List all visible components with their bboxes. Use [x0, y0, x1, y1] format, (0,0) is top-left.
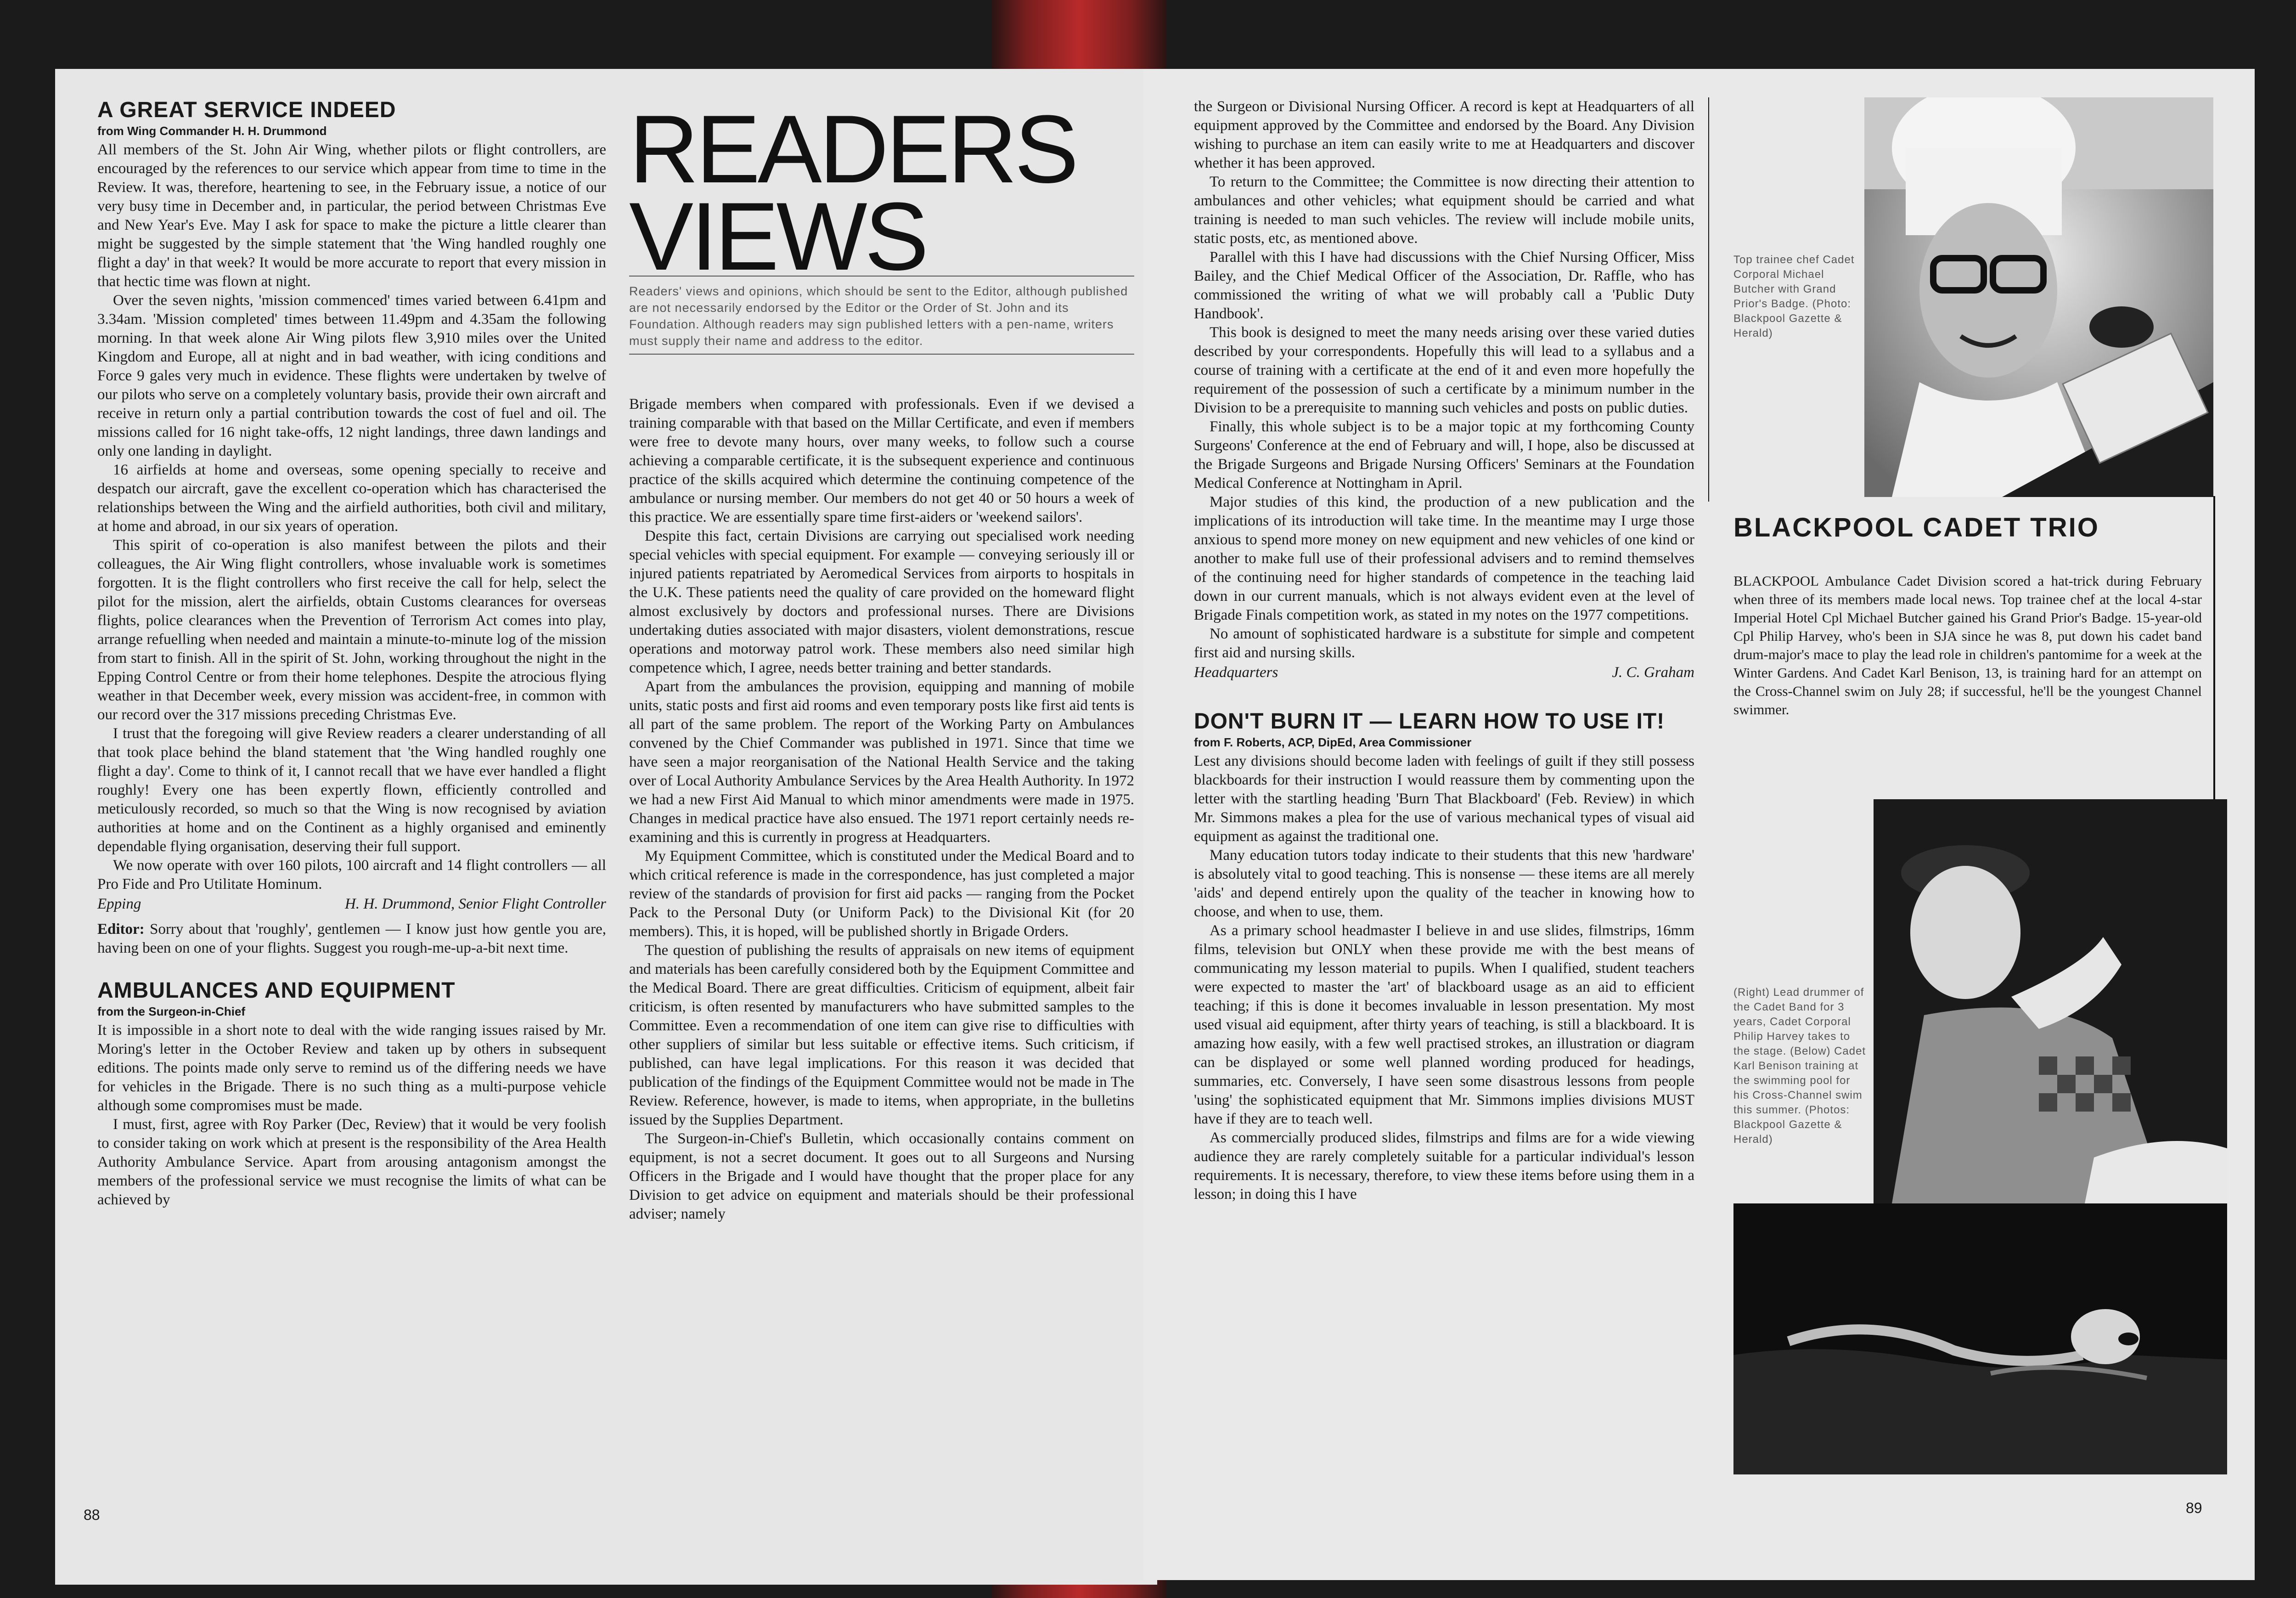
left-page: [55, 69, 1157, 1585]
masthead-title-line1: READERS: [629, 95, 1076, 203]
masthead-title-line2: VIEWS: [629, 182, 926, 290]
paragraph: All members of the St. John Air Wing, whether pilots or flight controllers, are encouraged by the references to our service which appear from time to time in the Review. It was, therefore, heartening to see, in the February issue, a notice of our very busy time in December and, in particular, the period between Christmas Eve and New Year's Eve. May I ask for space to make the picture a little clearer than might be suggested by the simple statement that 'the Wing handled roughly one flight a day' in that week? It would be more accurate to report that every mission in that hectic time was flown at night.: [97, 141, 606, 290]
paragraph: Parallel with this I have had discussions with the Chief Nursing Officer, Miss Bailey, and the Chief Medical Officer of the Association, Dr. Raffle, who has commissioned the writing of what we will probably call a 'Public Duty Handbook'.: [1194, 249, 1694, 322]
caption-drummer-swimmer: (Right) Lead drummer of the Cadet Band for 3 years, Cadet Corporal Philip Harvey takes to the stage. (Below) Cadet Karl Benison training at the swimming pool for his Cross-Channel swim this summer. (Photos: Blackpool Gazette & Herald): [1733, 986, 1866, 1146]
paragraph: We now operate with over 160 pilots, 100 aircraft and 14 flight controllers — all Pro Fide and Pro Utilitate Hominum.: [97, 857, 606, 892]
heading-ambulances: AMBULANCES AND EQUIPMENT: [97, 978, 456, 1003]
heading-great-service: A GREAT SERVICE INDEED: [97, 98, 396, 122]
chef-photo-graphic: [1864, 97, 2213, 497]
left-column: [97, 97, 606, 1209]
right-column: [1194, 97, 1694, 1204]
paragraph: the Surgeon or Divisional Nursing Officer. A record is kept at Headquarters of all equipment approved by the Committee and endorsed by the Board. Any Division wishing to purchase an item can easily write to me at Headquarters and discover whether it has been approved.: [1194, 98, 1694, 171]
page-number-right: 89: [2186, 1500, 2202, 1516]
paragraph: The Surgeon-in-Chief's Bulletin, which occasionally contains comment on equipment, is not a secret document. It goes out to all Surgeons and Nursing Officers in the Brigade and I would have thought that the proper place for any Division to get advice on equipment and materials should be their professional adviser; namely: [629, 1130, 1134, 1222]
masthead-title: [629, 95, 1076, 290]
sidebar-body: [1733, 572, 2202, 719]
paragraph: 16 airfields at home and overseas, some opening specially to receive and despatch our aircraft, gave the excellent co-operation which has characterised the relationships between the Wing and the airfield authorities, both civil and military, at home and abroad, in our six years of operation.: [97, 462, 606, 535]
sidebar-paragraph: BLACKPOOL Ambulance Cadet Division scored a hat-trick during February when three of its members made local news. Top trainee chef at the local 4-star Imperial Hotel Cpl Michael Butcher gained his Grand Prior's Badge. 15-year-old Cpl Philip Harvey, who's been in SJA since he was 8, put down his cadet band drum-major's mace to play the lead role in children's pantomime for a week at the Winter Gardens. And Cadet Karl Benison, 13, is training hard for an attempt on the Cross-Channel swim on July 28; if successful, he'll be the youngest Channel swimmer.: [1733, 573, 2202, 717]
paragraph: I must, first, agree with Roy Parker (Dec, Review) that it would be very foolish to consider taking on work which at present is the responsibility of the Area Health Authority Ambulance Service. Apart from arousing antagonism amongst the members of the professional service we must recognise the limits of what can be achieved by: [97, 1116, 606, 1208]
paragraph: Over the seven nights, 'mission commenced' times varied between 6.41pm and 3.34am. 'Mission completed' times between 11.49pm and 4.35am the following morning. In that week alone Air Wing pilots flew 3,910 miles over the United Kingdom and Europe, all at night and in bad weather, with icing conditions and Force 9 gales very much in evidence. These flights were undertaken by twelve of our pilots who serve on a completely voluntary basis, provide their own aircraft and receive in return only a partial contribution towards the cost of fuel and oil. The missions called for 16 night take-offs, 12 night landings, three dawn landings and only one landing in daylight.: [97, 292, 606, 459]
editor-note: [97, 920, 606, 958]
paragraph: Major studies of this kind, the production of a new publication and the implications of its introduction will take time. In the meantime may I urge those anxious to spend more money on new equipment and new vehicles of one kind or another to make full use of their professional advisers and to remind themselves of the continuing need for higher standards of competence in the teaching laid down in our current manuals, which is not always evident even at the level of Brigade Finals competition work, as stated in my notes on the 1977 competitions.: [1194, 494, 1694, 623]
paragraph: As commercially produced slides, filmstrips and films are for a wide viewing audience they are rarely completely suitable for a particular individual's lesson requirements. It is necessary, therefore, to view these items before using them in a lesson; in doing this I have: [1194, 1129, 1694, 1203]
paragraph: Despite this fact, certain Divisions are carrying out specialised work needing special vehicles with special equipment. For example — conveying seriously ill or injured patients repatriated by Aeromedical Services from airports to hospitals in the U.K. These patients need the quality of care provided on the homeward flight almost exclusively by doctors and professional nurses. There are Divisions undertaking duties associated with major disasters, violent demonstrations, rescue operations and motorway patrol work. These members also need similar high competence which, I agree, needs better training and better standards.: [629, 528, 1134, 676]
signature-graham: [1194, 663, 1694, 682]
paragraph: To return to the Committee; the Committee is now directing their attention to ambulances and other vehicles; what equipment should be carried and what training is needed to man such vehicles. The review will include mobile units, static posts, etc, as mentioned above.: [1194, 174, 1694, 247]
paragraph: This book is designed to meet the many needs arising over these varied duties described by your correspondents. Hopefully this will lead to a syllabus and a course of training with a certificate at the end of it and even more hopefully the requirement of the possession of such a certificate by a minimum number in the Division to be a prerequisite to manning such vehicles and posts on public duties.: [1194, 324, 1694, 416]
paragraph: Many education tutors today indicate to their students that this new 'hardware' is absolutely vital to good teaching. This is nonsense — these items are all merely 'aids' and depend entirely upon the quality of the teacher in knowing how to choose, and when to use, them.: [1194, 847, 1694, 920]
signature-place: Epping: [97, 896, 141, 912]
caption-chef: Top trainee chef Cadet Corporal Michael Butcher with Grand Prior's Badge. (Photo: Blackpool Gazette & Herald): [1733, 254, 1855, 339]
signature-drummond: [97, 895, 606, 914]
paragraph: Brigade members when compared with professionals. Even if we devised a training comparable with that based on the Millar Certificate, and even if members were free to devote many hours, over many weeks, to follow such a course achieving a comparable certificate, it is the subsequent experience and continuous practice of the skills acquired which determine the continuing competence of the ambulance or nursing member. Our members do not get 40 or 50 hours a week of this practice. We are essentially spare time first-aiders or 'weekend sailors'.: [629, 396, 1134, 525]
paragraph: The question of publishing the results of appraisals on new items of equipment and materials has been carefully considered both by the Equipment Committee and the Medical Board. There are great difficulties. Criticism of equipment, albeit fair criticism, is often resented by manufacturers who have submitted samples to the Committee. Even a recommendation of one item can give rise to difficulties with other suppliers of similar but less suitable or effective items. Such criticism, if published, can have legal implications. For this reason it was decided that publication of the findings of the Equipment Committee would not be made in The Review. Reference, however, is made to items, when appropriate, in the bulletins issued by the Supplies Department.: [629, 942, 1134, 1128]
drummer-photo: [1874, 799, 2227, 1203]
signature-name: H. H. Drummond, Senior Flight Controller: [345, 896, 606, 912]
paragraph: As a primary school headmaster I believe in and use slides, filmstrips, 16mm films, television but ONLY when these provide me with the best means of communicating my lesson material to pupils. When I qualified, student teachers were expected to master the 'art' of blackboard usage as an aid to efficient teaching; if this is done it becomes invaluable in lesson presentation. My most used visual aid equipment, after thirty years of teaching, is still a blackboard. It is amazing how easily, with a few well practised strokes, an illustration or diagram can be displayed or some well planned wording produced for headings, summaries, etc. Conversely, I have seen some disastrous lessons from people 'using' the sophisticated equipment that Mr. Simmons implies divisions MUST have if they are to teach well.: [1194, 922, 1694, 1127]
paragraph: This spirit of co-operation is also manifest between the pilots and their colleagues, the Air Wing flight controllers, whose invaluable work is sometimes forgotten. It is the flight controllers who first receive the call for help, select the pilot for the mission, alert the airfields, obtain Customs clearances for overseas flights, police clearances when the Prevention of Terrorism Act comes into play, arrange refuelling when needed and maintain a minute-to-minute log of the mission from start to finish. All in the spirit of St. John, working throughout the night in the Epping Control Centre or from their home telephones. Despite the atrocious flying weather in that December week, every mission was accident-free, in common with our record over the 317 missions preceding Christmas Eve.: [97, 537, 606, 723]
chef-photo: [1864, 97, 2213, 497]
paragraph: No amount of sophisticated hardware is a substitute for simple and competent first aid and nursing skills.: [1194, 626, 1694, 661]
signature-place: Headquarters: [1194, 664, 1278, 681]
signature-name: J. C. Graham: [1612, 664, 1694, 681]
paragraph: My Equipment Committee, which is constituted under the Medical Board and to which critical reference is made in the correspondence, has just completed a major review of the standards of provision for first aid packs — ranging from the Pocket Pack to the Personal Duty (or Uniform Pack) to the Divisional Kit (for 20 members). This, it is hoped, will be published shortly in Brigade Orders.: [629, 848, 1134, 940]
editor-label: Editor:: [97, 921, 145, 937]
byline-dont-burn: from F. Roberts, ACP, DipEd, Area Commissioner: [1194, 735, 1472, 749]
page-number-left: 88: [84, 1507, 100, 1523]
sidebar-title: BLACKPOOL CADET TRIO: [1733, 513, 2099, 542]
paragraph: It is impossible in a short note to deal with the wide ranging issues raised by Mr. Moring's letter in the October Review and taken up by others in subsequent editions. The points made only serve to remind us of the differing needs we have for vehicles in the Brigade. There is no such thing as a multi-purpose vehicle although some compromises must be made.: [97, 1022, 606, 1114]
sidebar-rule: [1708, 97, 1709, 502]
paragraph: Lest any divisions should become laden with feelings of guilt if they still possess blackboards for their instruction I would reassure them by commenting upon the letter with the startling heading 'Burn That Blackboard' (Feb. Review) in which Mr. Simmons makes a plea for the use of various mechanical types of visual aid equipment as against the traditional one.: [1194, 753, 1694, 845]
byline-ambulances: from the Surgeon-in-Chief: [97, 1005, 246, 1018]
heading-dont-burn: DON'T BURN IT — LEARN HOW TO USE IT!: [1194, 709, 1665, 734]
middle-column: [629, 395, 1134, 1224]
swimmer-photo-graphic: [1733, 1203, 2227, 1474]
paragraph: I trust that the foregoing will give Review readers a clearer understanding of all that took place behind the bland statement that 'the Wing handled roughly one flight a day'. Come to think of it, I cannot recall that we have ever handled a flight roughly! Every one has been expertly flown, efficiently controlled and meticulously recorded, so much so that the Wing is now recognised by aviation authorities at home and on the Continent as a highly organised and eminently dependable flying organisation, deserving their full support.: [97, 725, 606, 855]
drummer-photo-graphic: [1874, 799, 2227, 1203]
byline-great-service: from Wing Commander H. H. Drummond: [97, 124, 327, 138]
paragraph: Finally, this whole subject is to be a major topic at my forthcoming County Surgeons' Conference at the end of February and will, I hope, also be discussed at the Brigade Surgeons and Brigade Nursing Officers' Seminars at the Foundation Medical Conference at Nottingham in April.: [1194, 418, 1694, 491]
editor-note-text: Sorry about that 'roughly', gentlemen — I know just how gentle you are, having been on one of your flights. Suggest you rough-me-up-a-bit next time.: [97, 921, 606, 956]
masthead-intro: Readers' views and opinions, which should be sent to the Editor, although published are not necessarily endorsed by the Editor or the Order of St. John and its Foundation. Although readers may sign published letters with a pen-name, writers must supply their name and address to the editor.: [629, 276, 1134, 355]
paragraph: Apart from the ambulances the provision, equipping and manning of mobile units, static posts and first aid rooms and even temporary posts like first aid tents is all part of the same problem. The report of the Working Party on Ambulances convened by the Chief Commander was published in 1971. Since that time we have seen a major reorganisation of the National Health Service and the taking over of Local Authority Ambulance Services by the Area Health Authority. In 1972 we had a new First Aid Manual to which minor amendments were made in 1975. Changes in medical practice have also ensued. The 1971 report certainly needs re-examining and this is currently in progress at Headquarters.: [629, 678, 1134, 846]
swimmer-photo: [1733, 1203, 2227, 1474]
right-page: [1143, 69, 2255, 1580]
